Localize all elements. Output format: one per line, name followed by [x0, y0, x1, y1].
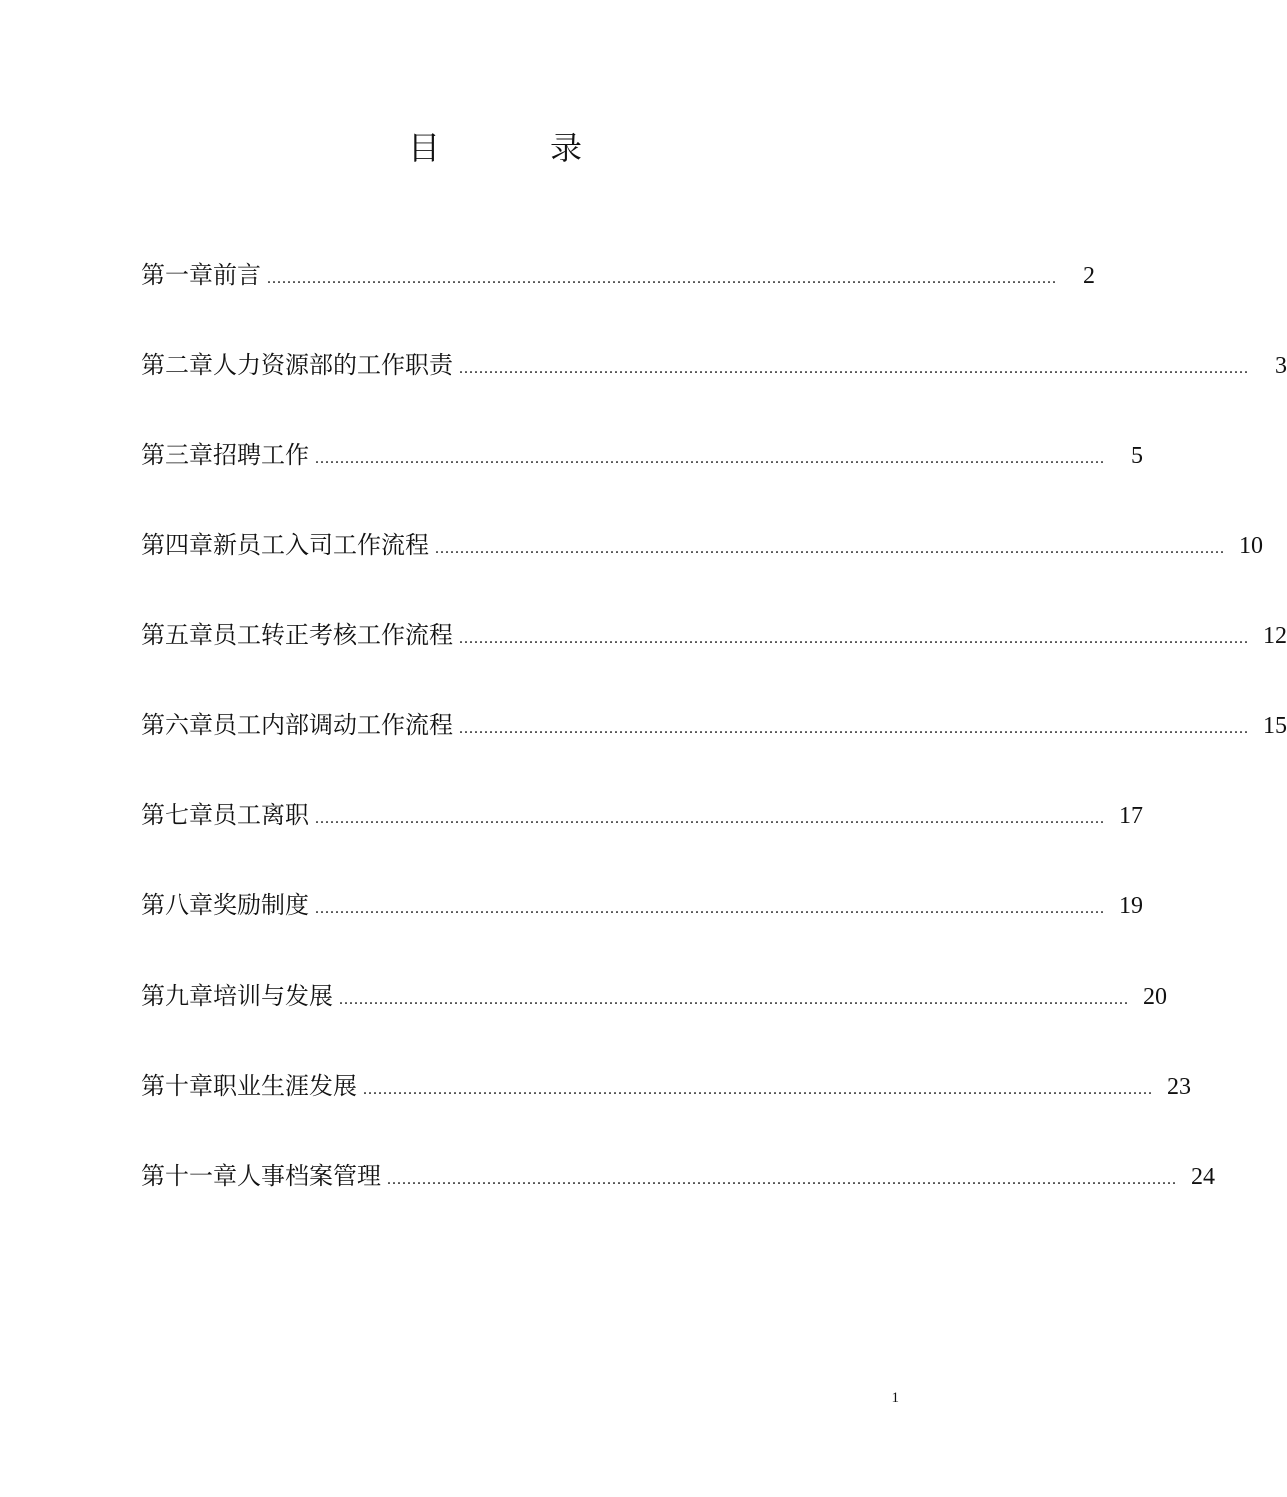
- title-char-1: 目: [408, 129, 441, 167]
- toc-page-number: 20: [1143, 984, 1167, 1010]
- toc-chapter-number: 第一章: [141, 261, 213, 289]
- toc-chapter-number: 第六章: [141, 711, 213, 739]
- toc-entry[interactable]: [141, 612, 1287, 658]
- toc-entry[interactable]: [141, 432, 1143, 478]
- toc-chapter-title: 职业生涯发展: [213, 1072, 357, 1100]
- toc-chapter-title: 新员工入司工作流程: [213, 531, 429, 559]
- footer-page-number: 1: [891, 1390, 899, 1406]
- toc-entry[interactable]: [141, 522, 1263, 568]
- toc-chapter-title: 奖励制度: [213, 891, 309, 919]
- toc-page-number: 24: [1191, 1164, 1215, 1190]
- toc-chapter-title: 前言: [213, 261, 261, 289]
- title-char-2: 录: [550, 129, 583, 167]
- toc-entry[interactable]: [141, 342, 1287, 388]
- toc-dot-leader: ..............................................................................................................................................................: [459, 360, 1249, 377]
- toc-entry[interactable]: [141, 252, 1095, 298]
- toc-chapter-number: 第五章: [141, 621, 213, 649]
- toc-chapter-title: 员工离职: [213, 801, 309, 829]
- toc-page-number: 23: [1167, 1074, 1191, 1100]
- toc-chapter-number: 第十章: [141, 1072, 213, 1100]
- toc-chapter-title: 员工转正考核工作流程: [213, 621, 453, 649]
- toc-chapter-number: 第八章: [141, 891, 213, 919]
- toc-dot-leader: ..............................................................................................................................................................: [387, 1171, 1177, 1188]
- toc-entry[interactable]: [141, 973, 1167, 1019]
- toc-page-number: 3: [1275, 353, 1287, 379]
- toc-chapter-title: 人力资源部的工作职责: [213, 351, 453, 379]
- toc-page-number: 2: [1083, 263, 1095, 289]
- toc-dot-leader: ..............................................................................................................................................................: [339, 991, 1129, 1008]
- toc-entry[interactable]: [141, 882, 1143, 928]
- toc-chapter-title: 人事档案管理: [237, 1162, 381, 1190]
- toc-chapter-number: 第二章: [141, 351, 213, 379]
- toc-page-number: 10: [1239, 533, 1263, 559]
- toc-entry[interactable]: [141, 1153, 1215, 1199]
- toc-page-number: 15: [1263, 713, 1287, 739]
- toc-dot-leader: ..............................................................................................................................................................: [315, 900, 1105, 917]
- toc-page-number: 12: [1263, 623, 1287, 649]
- toc-chapter-number: 第三章: [141, 441, 213, 469]
- toc-chapter-title: 招聘工作: [213, 441, 309, 469]
- toc-chapter-title: 培训与发展: [213, 982, 333, 1010]
- toc-chapter-number: 第四章: [141, 531, 213, 559]
- toc-dot-leader: ..............................................................................................................................................................: [315, 450, 1105, 467]
- page-title: [0, 124, 1059, 172]
- toc-page-number: 17: [1119, 803, 1143, 829]
- toc-dot-leader: ..............................................................................................................................................................: [459, 630, 1249, 647]
- toc-dot-leader: ..............................................................................................................................................................: [267, 270, 1057, 287]
- toc-entry[interactable]: [141, 1063, 1191, 1109]
- toc-page-number: 19: [1119, 893, 1143, 919]
- toc-dot-leader: ..............................................................................................................................................................: [435, 540, 1225, 557]
- toc-chapter-number: 第七章: [141, 801, 213, 829]
- toc-page-number: 5: [1131, 443, 1143, 469]
- toc-chapter-number: 第九章: [141, 982, 213, 1010]
- toc-chapter-title: 员工内部调动工作流程: [213, 711, 453, 739]
- toc-entry[interactable]: [141, 702, 1287, 748]
- toc-entry[interactable]: [141, 792, 1143, 838]
- toc-dot-leader: ..............................................................................................................................................................: [315, 810, 1105, 827]
- toc-chapter-number: 第十一章: [141, 1162, 237, 1190]
- toc-dot-leader: ..............................................................................................................................................................: [363, 1081, 1153, 1098]
- toc-dot-leader: ..............................................................................................................................................................: [459, 720, 1249, 737]
